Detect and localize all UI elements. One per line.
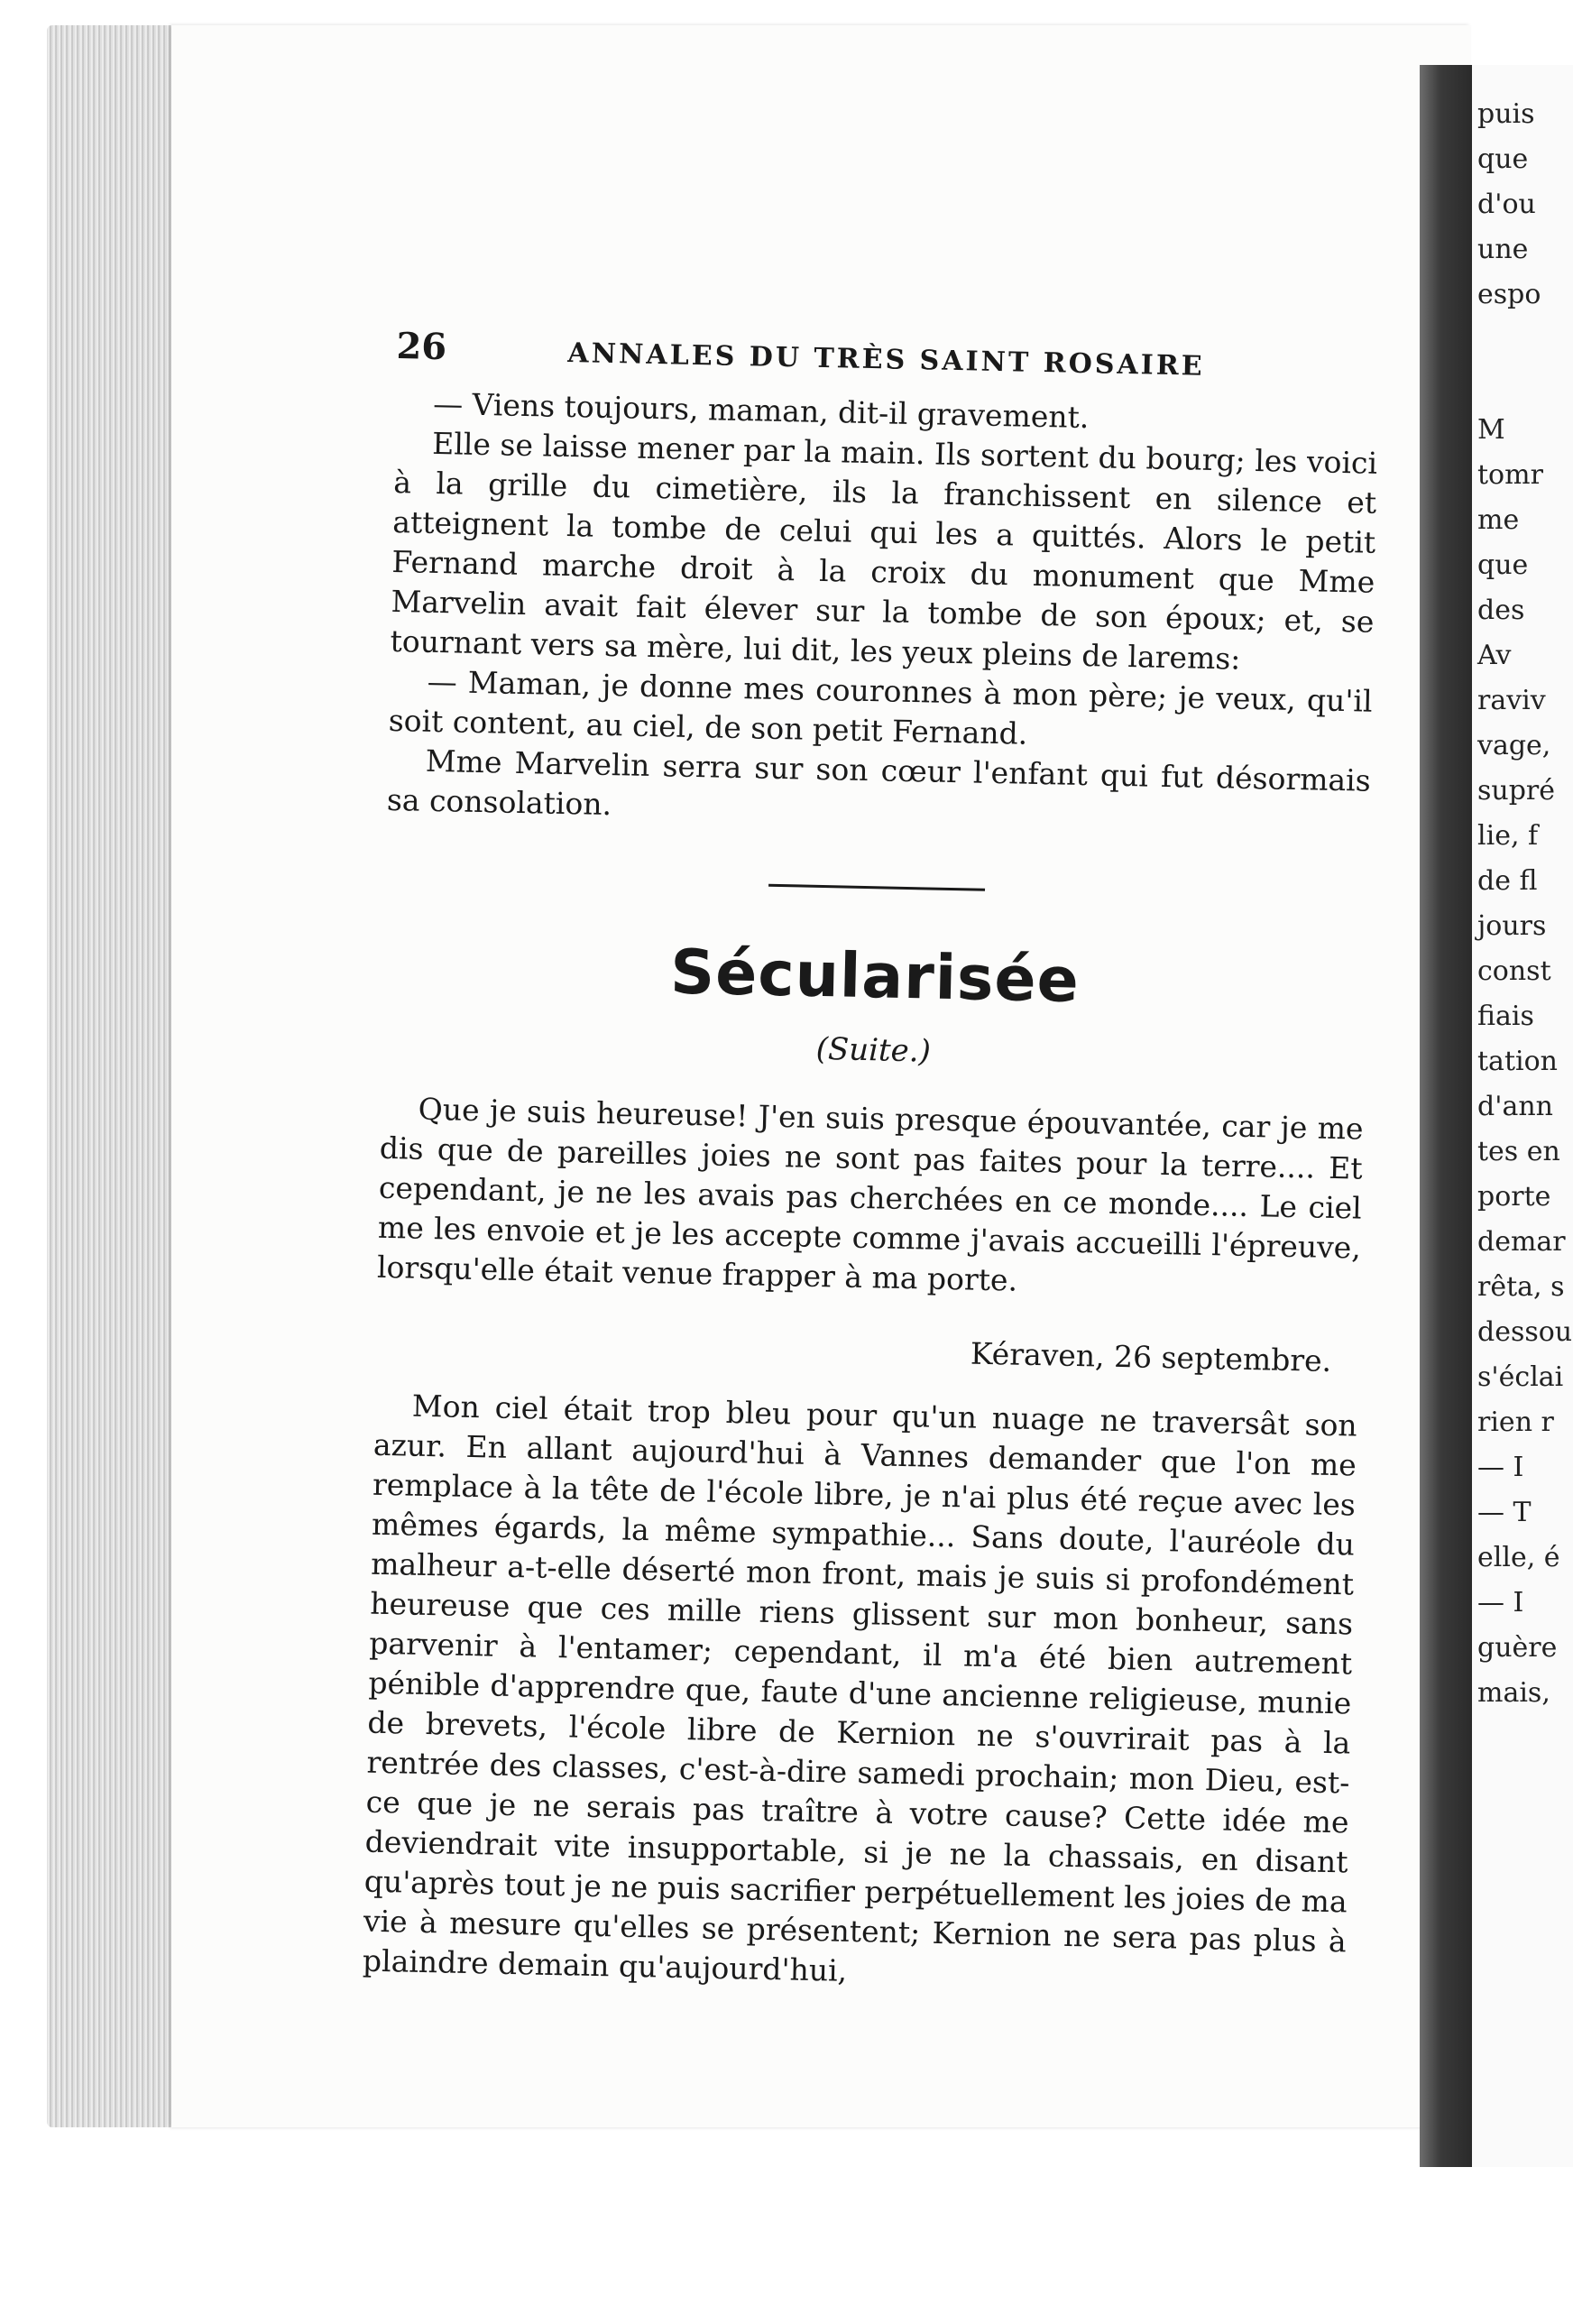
next-page-fragment: mais, (1477, 1677, 1550, 1709)
next-page-fragment: — I (1477, 1452, 1524, 1483)
next-page-fragment: d'ann (1477, 1091, 1553, 1122)
paragraph-dialogue-2: — Maman, je donne mes couronnes à mon père; je veux, qu'il soit content, au ciel, de son petit Fernand. (388, 663, 1373, 752)
page-text (363, 325, 1380, 2001)
next-page-fragment: vage, (1477, 730, 1551, 761)
next-page-fragment: s'éclai (1477, 1361, 1564, 1393)
next-page-fragment: rêta, s (1477, 1271, 1565, 1303)
next-page-fragment: const (1477, 955, 1551, 987)
next-page-fragment: supré (1477, 775, 1556, 807)
next-page-fragment: espo (1477, 279, 1541, 310)
article-title: Sécularisée (669, 936, 1081, 1017)
next-page-fragments (1472, 65, 1573, 1716)
next-page-fragment: guère (1477, 1632, 1558, 1664)
next-page-fragment: rien r (1477, 1406, 1554, 1438)
section-divider (768, 884, 985, 891)
next-page-fragment: dessou (1477, 1316, 1573, 1348)
book-gutter (1420, 65, 1472, 2167)
next-page-fragment: raviv (1477, 685, 1546, 716)
next-page-fragment: des (1477, 595, 1525, 626)
next-page-fragment: — T (1477, 1497, 1532, 1528)
next-page-fragment: tomr (1477, 459, 1543, 491)
next-page-fragment (1477, 363, 1573, 408)
paragraph-cemetery: Elle se laisse mener par la main. Ils sortent du bourg; les voici à la grille du cimetière, ils la franchissent en silence et atteignent la tombe de celui qui les a quittés. Alors le petit Fernand marche droit à la croix du monument que Mme Marvelin avait fait élever sur la tombe de son époux; et, se tournant vers sa mère, lui dit, les yeux pleins de larems: (390, 425, 1378, 677)
paragraph-dialogue-1: — Viens toujours, maman, dit-il gravement. (432, 385, 1090, 436)
next-page-edge (1472, 65, 1573, 2167)
next-page-fragment: une (1477, 234, 1529, 265)
next-page-fragment: puis (1477, 98, 1535, 130)
next-page-fragment: demar (1477, 1226, 1566, 1258)
next-page-fragment: porte (1477, 1181, 1551, 1213)
next-page-fragment: tes en (1477, 1136, 1560, 1167)
subtitle-text: (Suite.) (815, 1030, 932, 1070)
next-page-fragment: M (1477, 414, 1505, 446)
article-subtitle (382, 1022, 1366, 1079)
next-page-fragment (1477, 318, 1573, 363)
next-page-fragment: Av (1477, 640, 1512, 671)
next-page-fragment: elle, é (1477, 1542, 1560, 1573)
next-page-fragment: de fl (1477, 865, 1538, 897)
page-number: 26 (396, 325, 447, 369)
next-page-fragment: que (1477, 549, 1529, 581)
next-page-fragment: tation (1477, 1046, 1558, 1077)
next-page-fragment: — I (1477, 1587, 1524, 1618)
next-page-fragment: que (1477, 143, 1529, 175)
next-page-fragment: me (1477, 504, 1520, 536)
next-page-fragment: d'ou (1477, 189, 1536, 220)
next-page-fragment: fiais (1477, 1001, 1534, 1032)
page-stack-edge (47, 25, 182, 2127)
paragraph-consolation: Mme Marvelin serra sur son cœur l'enfant qui fut désormais sa consolation. (386, 742, 1372, 823)
running-title: ANNALES DU TRÈS SAINT ROSAIRE (567, 337, 1205, 383)
paragraph-body: Mon ciel était trop bleu pour qu'un nuage ne traversât son azur. En allant aujourd'hui à Vannes demander que l'on me remplace à la tête de l'école libre, je n'ai plus été reçue avec les mêmes égards, la même sympathie... Sans doute, l'auréole du malheur a-t-elle déserté mon front, mais je suis si profondément heureuse que ces mille riens glissent sur mon bonheur, sans parvenir à l'entamer; cependant, il m'a été bien autrement pénible d'apprendre que, faute d'une ancienne religieuse, munie de brevets, l'école libre de Kernion ne s'ouvrirait pas à la rentrée des classes, c'est-à-dire samedi prochain; mon Dieu, est-ce que je ne serais pas traître à votre cause? Cette idée me deviendrait vite insupportable, si je ne la chassais, en disant qu'après tout je ne puis sacrifier perpétuellement les joies de ma vie à mesure qu'elles se présentent; Kernion ne sera pas plus à plaindre demain qu'aujourd'hui, (362, 1388, 1358, 1988)
next-page-fragment: jours (1477, 910, 1547, 942)
next-page-fragment: lie, f (1477, 820, 1539, 852)
paragraph-intro: Que je suis heureuse! J'en suis presque épouvantée, car je me dis que de pareilles joies ne sont pas faites pour la terre.... Et cependant, je ne les avais pas cherchées en ce monde.... Le ciel me les envoie et je les accepte comme j'avais accueilli l'épreuve, lorsqu'elle était venue frapper à ma porte. (376, 1091, 1364, 1298)
dateline: Kéraven, 26 septembre. (970, 1335, 1332, 1379)
